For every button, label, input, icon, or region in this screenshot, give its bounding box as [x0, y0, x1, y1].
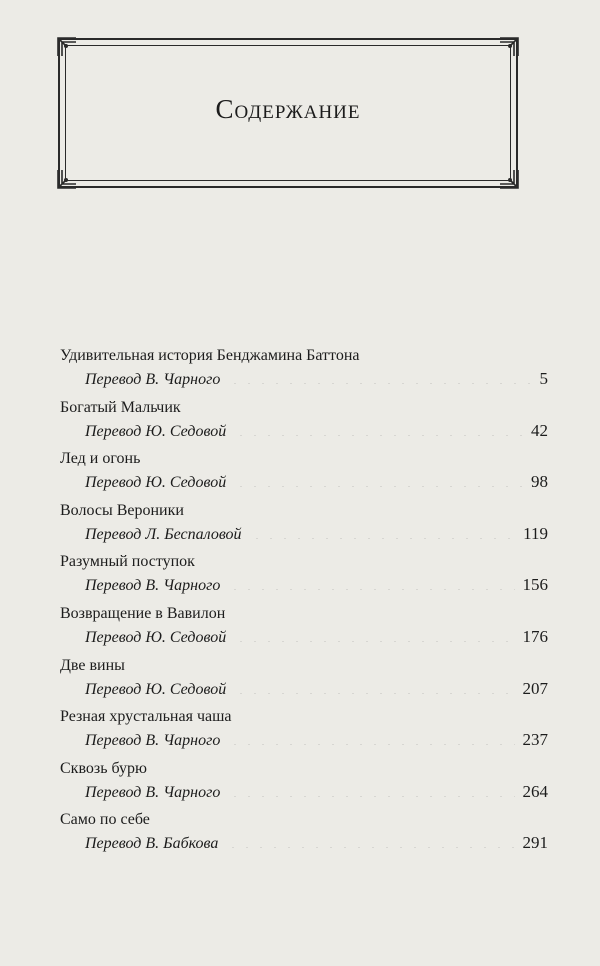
work-title: Само по себе [60, 811, 150, 829]
work-title: Богатый Мальчик [60, 398, 181, 416]
work-title: Волосы Вероники [60, 501, 184, 519]
translator-credit: Перевод В. Бабкова [85, 835, 219, 853]
dot-leader [234, 630, 514, 642]
page-number: 291 [522, 833, 548, 853]
dot-leader [228, 578, 514, 590]
dot-leader [228, 785, 514, 797]
toc-entry[interactable] [60, 809, 548, 861]
toc-entry[interactable] [60, 551, 548, 603]
translator-credit: Перевод Ю. Седовой [85, 474, 227, 492]
dot-leader [250, 527, 516, 539]
translator-credit: Перевод Ю. Седовой [85, 628, 227, 646]
work-title: Сквозь бурю [60, 759, 147, 777]
page-number: 176 [522, 626, 548, 646]
page-number: 237 [522, 730, 548, 750]
page-number: 42 [531, 420, 548, 440]
translator-credit: Перевод Ю. Седовой [85, 422, 227, 440]
work-title: Резная хрустальная чаша [60, 708, 232, 726]
toc-entry[interactable] [60, 706, 548, 758]
toc-entry[interactable] [60, 397, 548, 449]
translator-credit: Перевод В. Чарного [85, 783, 221, 801]
work-title: Лед и огонь [60, 450, 141, 468]
translator-credit: Перевод Л. Беспаловой [85, 525, 242, 543]
toc-entry[interactable] [60, 758, 548, 810]
page-number: 119 [523, 523, 548, 543]
work-title: Удивительная история Бенджамина Баттона [60, 347, 360, 364]
translator-credit: Перевод Ю. Седовой [85, 680, 227, 698]
toc-entry[interactable] [60, 500, 548, 552]
dot-leader [228, 372, 531, 384]
page-title: Содержание [215, 94, 361, 124]
toc-entry[interactable] [60, 345, 548, 397]
dot-leader [234, 682, 514, 694]
corner-ornament-icon [498, 168, 520, 190]
corner-ornament-icon [56, 36, 78, 58]
dot-leader [228, 733, 514, 745]
page-number: 5 [539, 369, 548, 388]
translator-credit: Перевод В. Чарного [85, 371, 221, 388]
work-title: Возвращение в Вавилон [60, 604, 226, 622]
work-title: Две вины [60, 656, 125, 674]
work-title: Разумный поступок [60, 553, 195, 571]
toc-entry[interactable] [60, 655, 548, 707]
corner-ornament-icon [498, 36, 520, 58]
translator-credit: Перевод В. Чарного [85, 577, 221, 595]
page-number: 98 [531, 472, 548, 492]
toc-entry[interactable] [60, 603, 548, 655]
page-number: 156 [522, 575, 548, 595]
translator-credit: Перевод В. Чарного [85, 732, 221, 750]
dot-leader [234, 424, 523, 436]
toc-entry[interactable] [60, 448, 548, 500]
page-number: 264 [522, 781, 548, 801]
page-number: 207 [522, 678, 548, 698]
dot-leader [234, 475, 523, 487]
dot-leader [226, 836, 514, 848]
table-of-contents [60, 345, 548, 861]
title-frame [58, 38, 518, 188]
corner-ornament-icon [56, 168, 78, 190]
